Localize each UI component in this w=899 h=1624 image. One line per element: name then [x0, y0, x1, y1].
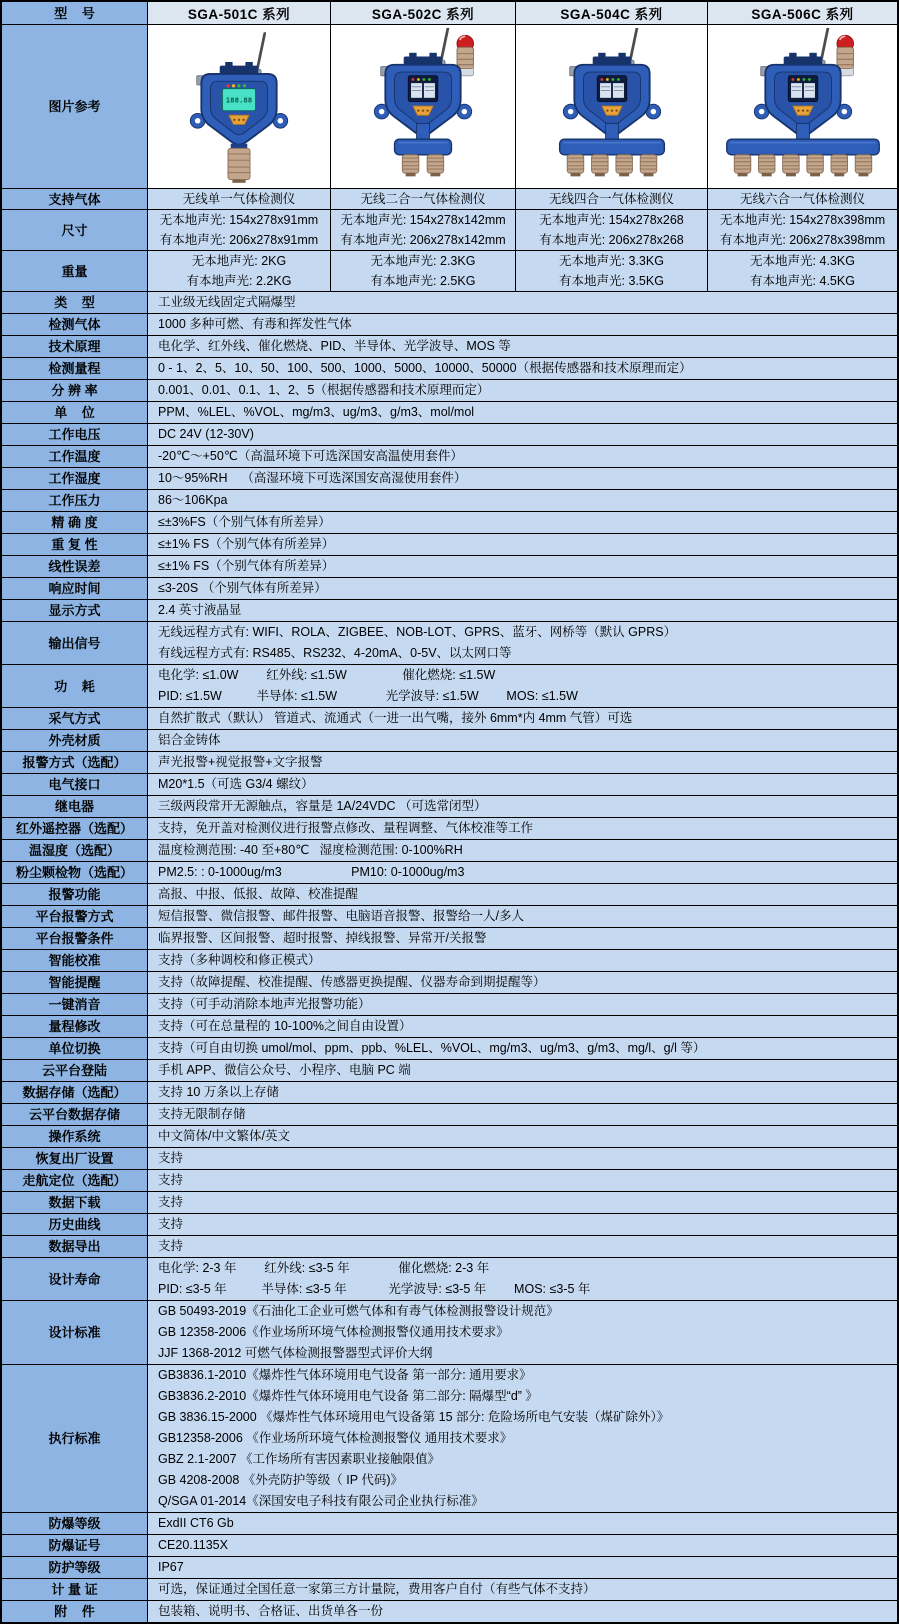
row-label: 计 量 证: [2, 1579, 148, 1600]
spec-row: [2, 512, 897, 534]
row-value-line: 86～106Kpa: [158, 493, 228, 507]
spec-row: [2, 1126, 897, 1148]
row-value-line: 无本地声光: 154x278x398mm: [719, 213, 886, 227]
row-value: [516, 189, 708, 209]
row-value-line: 温度检测范围: -40 至+80℃ 湿度检测范围: 0-100%RH: [158, 843, 463, 857]
row-value-line: 无线单一气体检测仪: [182, 192, 296, 206]
row-value-line: 高报、中报、低报、故障、校准提醒: [158, 887, 359, 901]
row-label: 工作电压: [2, 424, 148, 445]
row-value-line: GB 4208-2008 《外壳防护等级（ IP 代码)》: [158, 1473, 403, 1487]
device-image-cell: [331, 25, 516, 188]
spec-row: [2, 1016, 897, 1038]
row-label: 类 型: [2, 292, 148, 313]
row-value-line: ExdII CT6 Gb: [158, 1516, 234, 1530]
spec-row: [2, 1258, 897, 1301]
row-value: [148, 1104, 897, 1125]
row-label: 工作压力: [2, 490, 148, 511]
row-value: [148, 906, 897, 927]
row-value-line: 有本地声光: 2.2KG: [186, 274, 292, 288]
row-value: [148, 1126, 897, 1147]
sensor-probe-icon: [855, 154, 872, 176]
row-value: [148, 556, 897, 577]
spec-row: [2, 1301, 897, 1365]
manifold-icon: [395, 139, 452, 155]
row-label: 防护等级: [2, 1557, 148, 1578]
row-value-line: M20*1.5（可选 G3/4 螺纹）: [158, 777, 314, 791]
row-value-line: 工业级无线固定式隔爆型: [158, 295, 296, 309]
spec-row: [2, 840, 897, 862]
row-value-line: 无本地声光: 2KG: [191, 254, 287, 268]
device-image-sga-501c: [151, 28, 327, 186]
row-value: [148, 1214, 897, 1235]
row-value-line: 有本地声光: 2.5KG: [370, 274, 476, 288]
sensor-probe-icon: [782, 154, 799, 176]
spec-row: [2, 862, 897, 884]
row-value: [148, 950, 897, 971]
row-label: 尺寸: [2, 210, 148, 250]
row-value: [516, 210, 708, 250]
series-header: SGA-506C 系列: [708, 2, 897, 24]
row-label: 功 耗: [2, 665, 148, 707]
image-row: [2, 25, 897, 189]
spec-row: [2, 774, 897, 796]
series-header: SGA-502C 系列: [331, 2, 516, 24]
row-label: 红外遥控器（选配）: [2, 818, 148, 839]
row-value-line: GB 50493-2019《石油化工企业可燃气体和有毒气体检测报警设计规范》: [158, 1304, 559, 1318]
row-value: [148, 1236, 897, 1257]
row-label: 平台报警条件: [2, 928, 148, 949]
row-label: 电气接口: [2, 774, 148, 795]
row-value-line: 电化学、红外线、催化燃烧、PID、半导体、光学波导、MOS 等: [158, 339, 511, 353]
row-value: [148, 336, 897, 357]
row-value: [148, 210, 331, 250]
row-label: 温湿度（选配）: [2, 840, 148, 861]
row-value: [148, 840, 897, 861]
sensor-probe-icon: [758, 154, 775, 176]
row-label: 工作温度: [2, 446, 148, 467]
row-label: 采气方式: [2, 708, 148, 729]
row-value-line: 支持 10 万条以上存储: [158, 1085, 279, 1099]
spec-row: [2, 358, 897, 380]
row-label: 平台报警方式: [2, 906, 148, 927]
row-label: 技术原理: [2, 336, 148, 357]
row-value-line: PM2.5: : 0-1000ug/m3 PM10: 0-1000ug/m3: [158, 865, 465, 879]
row-label: 检测气体: [2, 314, 148, 335]
device-image-cell: [148, 25, 331, 188]
weight-row: [2, 251, 897, 292]
svg-text:188.88: 188.88: [225, 94, 253, 104]
row-value-line: 支持无限制存储: [158, 1107, 246, 1121]
sensor-probe-icon: [402, 154, 419, 176]
row-label: 执行标准: [2, 1365, 148, 1512]
row-value: [331, 189, 516, 209]
spec-row: [2, 556, 897, 578]
row-value-line: PID: ≤1.5W 半导体: ≤1.5W 光学波导: ≤1.5W MOS: ≤1.5W: [158, 689, 578, 703]
spec-row: [2, 1104, 897, 1126]
row-value: [148, 468, 897, 489]
spec-row: [2, 1148, 897, 1170]
row-value: [708, 251, 897, 291]
spec-row: [2, 1192, 897, 1214]
spec-row: [2, 1038, 897, 1060]
row-value-line: 无线二合一气体检测仪: [360, 192, 486, 206]
row-label: 量程修改: [2, 1016, 148, 1037]
row-label: 单 位: [2, 402, 148, 423]
spec-row: [2, 972, 897, 994]
row-value-line: 1000 多种可燃、有毒和挥发性气体: [158, 317, 352, 331]
row-label: 报警方式（选配）: [2, 752, 148, 773]
row-value: [148, 972, 897, 993]
spec-row: [2, 1535, 897, 1557]
spec-row: [2, 622, 897, 665]
spec-row: [2, 994, 897, 1016]
row-value: [148, 1038, 897, 1059]
manifold-icon: [559, 139, 664, 155]
spec-row: [2, 600, 897, 622]
row-value: [148, 994, 897, 1015]
row-value: [148, 251, 331, 291]
row-value-line: ≤±1% FS（个别气体有所差异）: [158, 537, 335, 551]
row-value-line: 有线远程方式有: RS485、RS232、4-20mA、0-5V、以太网口等: [158, 646, 512, 660]
row-value: [148, 512, 897, 533]
row-value-line: 短信报警、微信报警、邮件报警、电脑语音报警、报警给一人/多人: [158, 909, 524, 923]
row-value-line: 支持: [158, 1217, 184, 1231]
dimensions-row: [2, 210, 897, 251]
row-value-line: 无本地声光: 4.3KG: [750, 254, 855, 268]
spec-row: [2, 796, 897, 818]
row-value: [148, 1535, 897, 1556]
row-label: 检测量程: [2, 358, 148, 379]
spec-row: [2, 818, 897, 840]
spec-row: [2, 1513, 897, 1535]
row-value-line: DC 24V (12-30V): [158, 427, 254, 441]
row-value: [148, 884, 897, 905]
sensor-probe-icon: [427, 154, 444, 176]
spec-row: [2, 468, 897, 490]
row-label: 显示方式: [2, 600, 148, 621]
row-label: 设计寿命: [2, 1258, 148, 1300]
device-image-cell: [516, 25, 708, 188]
row-label: 报警功能: [2, 884, 148, 905]
row-value-line: 10～95%RH （高湿环境下可选深国安高湿使用套件）: [158, 471, 467, 485]
row-label: 单位切换: [2, 1038, 148, 1059]
row-value: [148, 730, 897, 751]
spec-row: [2, 402, 897, 424]
row-label: 防爆证号: [2, 1535, 148, 1556]
row-label: 粉尘颗检物（选配）: [2, 862, 148, 883]
row-label: 防爆等级: [2, 1513, 148, 1534]
row-value-line: 0 - 1、2、5、10、50、100、500、1000、5000、10000、50000（根据传感器和技术原理而定）: [158, 361, 692, 375]
row-value-line: 有本地声光: 206x278x91mm: [159, 233, 319, 247]
row-value: [148, 774, 897, 795]
row-value-line: 手机 APP、微信公众号、小程序、电脑 PC 端: [158, 1063, 411, 1077]
row-value-line: 三级两段常开无源触点，容量是 1A/24VDC （可选常闭型）: [158, 799, 487, 813]
row-value: [148, 708, 897, 729]
spec-row: [2, 708, 897, 730]
sensor-probe-icon: [640, 154, 657, 176]
row-value-line: PID: ≤3-5 年 半导体: ≤3-5 年 光学波导: ≤3-5 年 MOS: ≤3-5 年: [158, 1282, 591, 1296]
spec-row: [2, 884, 897, 906]
row-value-line: 有本地声光: 4.5KG: [750, 274, 855, 288]
device-screen-icon: [408, 75, 437, 101]
spec-row: [2, 578, 897, 600]
row-value: [148, 314, 897, 335]
row-value: [148, 380, 897, 401]
row-label: 工作湿度: [2, 468, 148, 489]
spec-row: [2, 1060, 897, 1082]
row-value-line: 自然扩散式（默认） 管道式、流通式（一进一出气嘴，接外 6mm*内 4mm 气管）可选: [158, 711, 633, 725]
row-value: [148, 752, 897, 773]
row-value: [516, 251, 708, 291]
row-value-line: ≤±3%FS（个别气体有所差异）: [158, 515, 331, 529]
row-value-line: 包装箱、说明书、合格证、出货单各一份: [158, 1604, 384, 1618]
support-gas-row: [2, 189, 897, 210]
row-value-line: GB3836.1-2010《爆炸性气体环境用电气设备 第一部分: 通用要求》: [158, 1368, 532, 1382]
row-value-line: GBZ 2.1-2007 《工作场所有害因素职业接触限值》: [158, 1452, 440, 1466]
row-value: [148, 600, 897, 621]
row-value-line: 支持（可自由切换 umol/mol、ppm、ppb、%LEL、%VOL、mg/m3、ug/m3、g/m3、mg/l、g/l 等）: [158, 1041, 706, 1055]
row-value-line: 有本地声光: 206x278x398mm: [719, 233, 886, 247]
row-value-line: 无线远程方式有: WIFI、ROLA、ZIGBEE、NOB-LOT、GPRS、蓝牙、网桥等（默认 GPRS）: [158, 625, 677, 639]
row-label: 重 复 性: [2, 534, 148, 555]
row-value-line: 电化学: 2-3 年 红外线: ≤3-5 年 催化燃烧: 2-3 年: [158, 1261, 490, 1275]
row-value-line: 支持: [158, 1195, 184, 1209]
sensor-probe-icon: [591, 154, 608, 176]
manifold-icon: [726, 139, 878, 155]
row-value: [148, 665, 897, 707]
row-value: [148, 1258, 897, 1300]
device-screen-icon: [788, 75, 817, 101]
row-value: [148, 1016, 897, 1037]
row-value: [148, 1170, 897, 1191]
row-value: [148, 1365, 897, 1512]
row-value-line: 支持（可在总量程的 10-100%之间自由设置）: [158, 1019, 412, 1033]
row-value-line: 电化学: ≤1.0W 红外线: ≤1.5W 催化燃烧: ≤1.5W: [158, 668, 496, 682]
row-value-line: IP67: [158, 1560, 184, 1574]
row-value-line: 有本地声光: 3.5KG: [559, 274, 664, 288]
row-label: 支持气体: [2, 189, 148, 209]
row-value: [148, 578, 897, 599]
row-value-line: 支持（故障提醒、校准提醒、传感器更换提醒、仪器寿命到期提醒等）: [158, 975, 546, 989]
row-value-line: ≤±1% FS（个别气体有所差异）: [158, 559, 335, 573]
spec-row: [2, 730, 897, 752]
row-value: [148, 1192, 897, 1213]
spec-row: [2, 1601, 897, 1622]
sensor-probe-icon: [615, 154, 632, 176]
row-value: [148, 1082, 897, 1103]
row-value: [148, 490, 897, 511]
series-header: SGA-504C 系列: [516, 2, 708, 24]
row-value: [148, 1579, 897, 1600]
row-label: 云平台登陆: [2, 1060, 148, 1081]
row-value: [331, 210, 516, 250]
row-label: 响应时间: [2, 578, 148, 599]
row-label: 数据存储（选配）: [2, 1082, 148, 1103]
row-value-line: GB3836.2-2010《爆炸性气体环境用电气设备 第二部分: 隔爆型“d” 》: [158, 1389, 538, 1403]
row-value: [148, 1060, 897, 1081]
row-label: 云平台数据存储: [2, 1104, 148, 1125]
row-value: [331, 251, 516, 291]
row-value-line: JJF 1368-2012 可燃气体检测报警器型式评价大纲: [158, 1346, 433, 1360]
sensor-probe-icon: [831, 154, 848, 176]
row-label: 一键消音: [2, 994, 148, 1015]
spec-row: [2, 336, 897, 358]
row-value: [148, 189, 331, 209]
row-value-line: 支持: [158, 1239, 184, 1253]
sensor-probe-icon: [567, 154, 584, 176]
sensor-probe-icon: [806, 154, 823, 176]
spec-row: [2, 424, 897, 446]
row-value-line: ≤3-20S （个别气体有所差异）: [158, 581, 327, 595]
row-value: [148, 1301, 897, 1364]
device-image-sga-506c: [715, 28, 891, 186]
row-value: [148, 1513, 897, 1534]
row-label: 分 辨 率: [2, 380, 148, 401]
spec-row: [2, 534, 897, 556]
row-label: 智能校准: [2, 950, 148, 971]
row-value-line: 铝合金铸体: [158, 733, 221, 747]
series-header: SGA-501C 系列: [148, 2, 331, 24]
sensor-probe-icon: [228, 148, 250, 182]
row-value-line: 无本地声光: 154x278x91mm: [159, 213, 319, 227]
spec-row: [2, 380, 897, 402]
row-value-line: CE20.1135X: [158, 1538, 228, 1552]
row-value-line: 无线六合一气体检测仪: [739, 192, 865, 206]
spec-row: [2, 1214, 897, 1236]
row-value: [708, 189, 897, 209]
row-value: [148, 292, 897, 313]
row-label: 数据导出: [2, 1236, 148, 1257]
image-row-label: 图片参考: [2, 25, 148, 188]
row-value-line: 支持（可手动消除本地声光报警功能）: [158, 997, 371, 1011]
row-value-line: 支持，免开盖对检测仪进行报警点修改、量程调整、气体校准等工作: [158, 821, 534, 835]
row-label: 输出信号: [2, 622, 148, 664]
row-label: 走航定位（选配）: [2, 1170, 148, 1191]
spec-row: [2, 1082, 897, 1104]
row-value: [708, 210, 897, 250]
row-label: 操作系统: [2, 1126, 148, 1147]
sensor-probe-icon: [734, 154, 751, 176]
model-header-label: 型 号: [2, 2, 148, 24]
row-value: [148, 1557, 897, 1578]
spec-row: [2, 906, 897, 928]
spec-row: [2, 665, 897, 708]
spec-row: [2, 1365, 897, 1513]
row-label: 精 确 度: [2, 512, 148, 533]
device-image-sga-502c: [335, 28, 511, 186]
row-value-line: GB 12358-2006《作业场所环境气体检测报警仪通用技术要求》: [158, 1325, 509, 1339]
row-label: 附 件: [2, 1601, 148, 1622]
row-label: 外壳材质: [2, 730, 148, 751]
row-value-line: GB 3836.15-2000 《爆炸性气体环境用电气设备第 15 部分: 危险场所电气安装（煤矿除外）》: [158, 1410, 670, 1424]
row-value-line: 无本地声光: 2.3KG: [370, 254, 476, 268]
spec-row: [2, 752, 897, 774]
row-label: 恢复出厂设置: [2, 1148, 148, 1169]
row-value-line: GB12358-2006 《作业场所环境气体检测报警仪 通用技术要求》: [158, 1431, 513, 1445]
row-value-line: 无线四合一气体检测仪: [548, 192, 674, 206]
row-value: [148, 928, 897, 949]
row-label: 数据下载: [2, 1192, 148, 1213]
row-value: [148, 818, 897, 839]
row-label: 智能提醒: [2, 972, 148, 993]
row-value-line: 有本地声光: 206x278x268: [539, 233, 684, 247]
spec-row: [2, 1557, 897, 1579]
spec-row: [2, 314, 897, 336]
row-value-line: 支持: [158, 1173, 184, 1187]
row-value: [148, 862, 897, 883]
row-value-line: 支持: [158, 1151, 184, 1165]
device-screen-icon: [597, 75, 626, 101]
row-value: [148, 424, 897, 445]
spec-row: [2, 1236, 897, 1258]
device-screen-icon: [222, 84, 255, 110]
spec-row: [2, 446, 897, 468]
row-value-line: 无本地声光: 154x278x268: [539, 213, 684, 227]
row-value-line: 2.4 英寸液晶显: [158, 603, 242, 617]
row-value: [148, 1601, 897, 1622]
row-value: [148, 1148, 897, 1169]
spec-row: [2, 1579, 897, 1601]
spec-row: [2, 1170, 897, 1192]
row-value-line: 支持（多种调校和修正模式）: [158, 953, 321, 967]
row-label: 设计标准: [2, 1301, 148, 1364]
row-value: [148, 402, 897, 423]
row-value: [148, 534, 897, 555]
row-value-line: 有本地声光: 206x278x142mm: [340, 233, 506, 247]
device-image-cell: [708, 25, 897, 188]
row-value-line: 临界报警、区间报警、超时报警、掉线报警、异常开/关报警: [158, 931, 487, 945]
row-value-line: -20℃～+50℃（高温环境下可选深国安高温使用套件）: [158, 449, 463, 463]
spec-row: [2, 292, 897, 314]
row-value-line: 可选，保证通过全国任意一家第三方计量院，费用客户自付（有些气体不支持）: [158, 1582, 596, 1596]
row-value-line: 声光报警+视觉报警+文字报警: [158, 755, 323, 769]
row-value-line: PPM、%LEL、%VOL、mg/m3、ug/m3、g/m3、mol/mol: [158, 405, 475, 419]
row-value-line: 0.001、0.01、0.1、1、2、5（根据传感器和技术原理而定）: [158, 383, 490, 397]
spec-row: [2, 490, 897, 512]
row-label: 历史曲线: [2, 1214, 148, 1235]
row-value: [148, 358, 897, 379]
row-value-line: 无本地声光: 154x278x142mm: [340, 213, 506, 227]
spec-row: [2, 928, 897, 950]
device-image-sga-504c: [524, 28, 700, 186]
header-row: [2, 2, 897, 25]
spec-row: [2, 950, 897, 972]
row-value-line: Q/SGA 01-2014《深国安电子科技有限公司企业执行标准》: [158, 1494, 484, 1508]
row-value-line: 中文简体/中文繁体/英文: [158, 1129, 290, 1143]
row-value: [148, 446, 897, 467]
row-label: 继电器: [2, 796, 148, 817]
row-value-line: 无本地声光: 3.3KG: [559, 254, 664, 268]
row-value: [148, 622, 897, 664]
row-value: [148, 796, 897, 817]
row-label: 重量: [2, 251, 148, 291]
row-label: 线性误差: [2, 556, 148, 577]
